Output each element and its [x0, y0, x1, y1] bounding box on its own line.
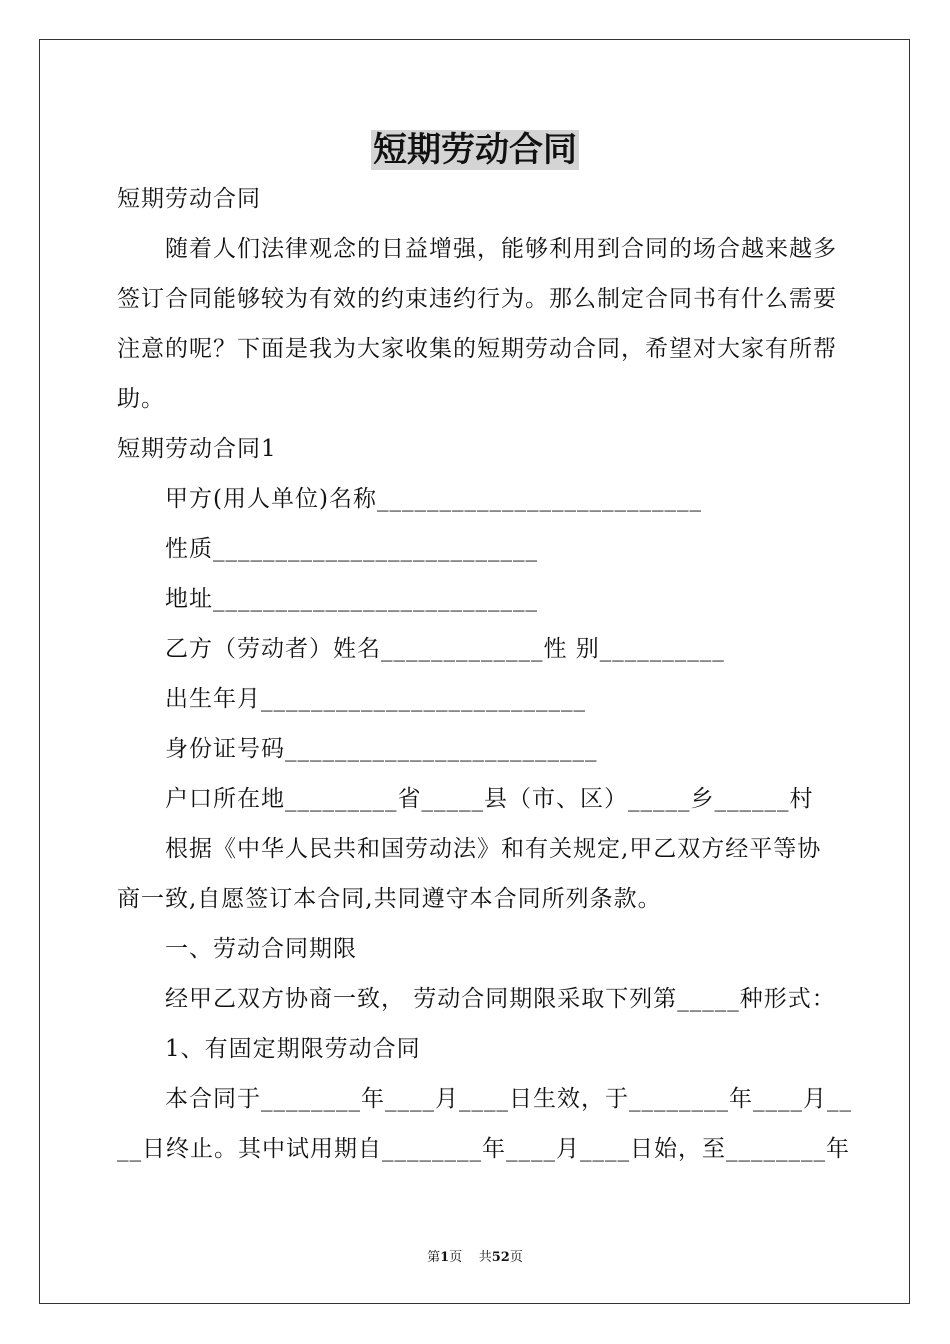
paragraph-line: 助。: [117, 386, 165, 412]
paragraph-line: 本合同于________年____月____日生效，于________年____月__: [165, 1086, 852, 1112]
total-pages: 52: [491, 1250, 510, 1265]
paragraph-line: __日终止。其中试用期自________年____月____日始，至________年: [117, 1136, 850, 1162]
form-field-line: 户口所在地_________省_____县（市、区）_____乡______村: [165, 786, 814, 812]
page-label: 第: [427, 1250, 441, 1265]
paragraph-line: 随着人们法律观念的日益增强，能够利用到合同的场合越来越多: [165, 236, 837, 262]
form-field-line: 性质__________________________: [165, 536, 538, 562]
clause-heading: 一、劳动合同期限: [165, 936, 357, 962]
form-field-line: 甲方(用人单位)名称__________________________: [165, 486, 702, 512]
document-title: [0, 128, 950, 172]
form-field-line: 乙方（劳动者）姓名_____________性 别__________: [165, 636, 725, 662]
clause-subheading: 1、有固定期限劳动合同: [165, 1036, 421, 1062]
title-text: 短期劳动合同: [373, 130, 577, 170]
paragraph-line: 经甲乙双方协商一致， 劳动合同期限采取下列第_____种形式：: [165, 986, 836, 1012]
total-unit: 页: [509, 1250, 523, 1265]
paragraph-line: 根据《中华人民共和国劳动法》和有关规定,甲乙双方经平等协: [165, 836, 822, 862]
page-unit: 页: [449, 1250, 463, 1265]
page-border: [39, 39, 910, 1304]
form-field-line: 出生年月__________________________: [165, 686, 586, 712]
total-label: 共: [478, 1250, 492, 1265]
paragraph-line: 注意的呢？下面是我为大家收集的短期劳动合同，希望对大家有所帮: [117, 336, 837, 362]
form-field-line: 身份证号码_________________________: [165, 736, 598, 762]
page-number: 1: [440, 1250, 450, 1265]
section-heading: 短期劳动合同1: [117, 436, 277, 462]
subtitle-line: 短期劳动合同: [117, 186, 261, 212]
page-footer: [0, 1246, 950, 1265]
paragraph-line: 签订合同能够较为有效的约束违约行为。那么制定合同书有什么需要: [117, 286, 837, 312]
paragraph-line: 商一致,自愿签订本合同,共同遵守本合同所列条款。: [117, 886, 662, 912]
form-field-line: 地址__________________________: [165, 586, 538, 612]
